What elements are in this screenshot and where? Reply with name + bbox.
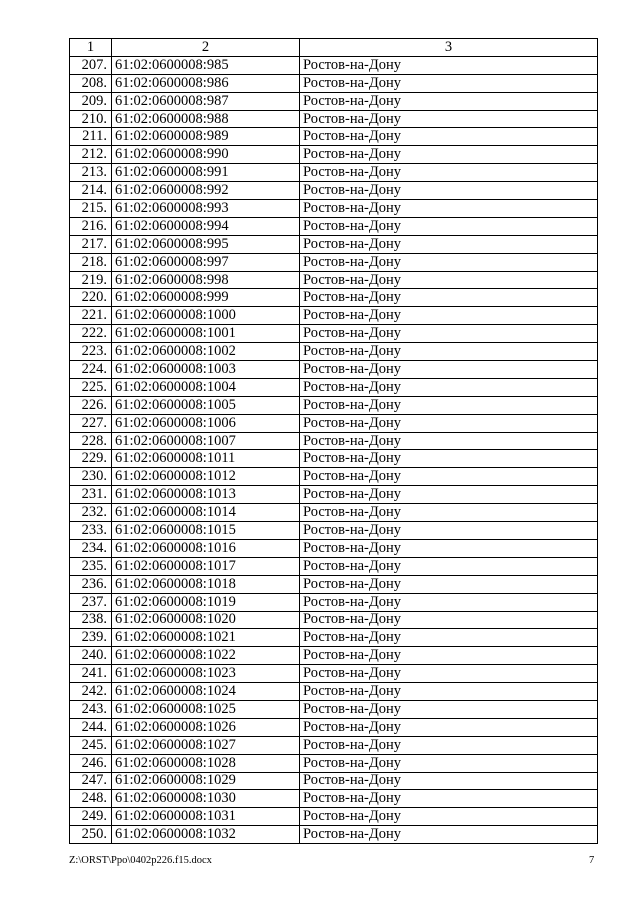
city-name: Ростов-на-Дону bbox=[300, 611, 598, 629]
cadastral-number: 61:02:0600008:1022 bbox=[112, 647, 300, 665]
table-row bbox=[70, 593, 598, 611]
city-name: Ростов-на-Дону bbox=[300, 450, 598, 468]
city-name: Ростов-на-Дону bbox=[300, 307, 598, 325]
row-number: 232. bbox=[70, 504, 112, 522]
cadastral-number: 61:02:0600008:1015 bbox=[112, 522, 300, 540]
row-number: 228. bbox=[70, 432, 112, 450]
cadastral-number: 61:02:0600008:1011 bbox=[112, 450, 300, 468]
city-name: Ростов-на-Дону bbox=[300, 808, 598, 826]
row-number: 210. bbox=[70, 110, 112, 128]
table-row bbox=[70, 361, 598, 379]
table-row bbox=[70, 325, 598, 343]
row-number: 240. bbox=[70, 647, 112, 665]
table-row bbox=[70, 450, 598, 468]
city-name: Ростов-на-Дону bbox=[300, 164, 598, 182]
row-number: 211. bbox=[70, 128, 112, 146]
row-number: 218. bbox=[70, 253, 112, 271]
cadastral-number: 61:02:0600008:1028 bbox=[112, 754, 300, 772]
cadastral-number: 61:02:0600008:1012 bbox=[112, 468, 300, 486]
row-number: 227. bbox=[70, 414, 112, 432]
table-row bbox=[70, 182, 598, 200]
city-name: Ростов-на-Дону bbox=[300, 235, 598, 253]
city-name: Ростов-на-Дону bbox=[300, 683, 598, 701]
table-row bbox=[70, 74, 598, 92]
cadastral-number: 61:02:0600008:1007 bbox=[112, 432, 300, 450]
row-number: 224. bbox=[70, 361, 112, 379]
table-row bbox=[70, 146, 598, 164]
cadastral-number: 61:02:0600008:993 bbox=[112, 200, 300, 218]
page-number: 7 bbox=[589, 855, 595, 866]
city-name: Ростов-на-Дону bbox=[300, 110, 598, 128]
row-number: 244. bbox=[70, 718, 112, 736]
table-row bbox=[70, 217, 598, 235]
table-row bbox=[70, 772, 598, 790]
row-number: 225. bbox=[70, 378, 112, 396]
row-number: 249. bbox=[70, 808, 112, 826]
table-row bbox=[70, 414, 598, 432]
city-name: Ростов-на-Дону bbox=[300, 128, 598, 146]
row-number: 214. bbox=[70, 182, 112, 200]
row-number: 241. bbox=[70, 665, 112, 683]
table-row bbox=[70, 200, 598, 218]
table-row bbox=[70, 343, 598, 361]
column-header-3: 3 bbox=[300, 39, 598, 57]
city-name: Ростов-на-Дону bbox=[300, 182, 598, 200]
row-number: 215. bbox=[70, 200, 112, 218]
cadastral-number: 61:02:0600008:1027 bbox=[112, 736, 300, 754]
cadastral-number: 61:02:0600008:1001 bbox=[112, 325, 300, 343]
cadastral-number: 61:02:0600008:1026 bbox=[112, 718, 300, 736]
city-name: Ростов-на-Дону bbox=[300, 200, 598, 218]
city-name: Ростов-на-Дону bbox=[300, 56, 598, 74]
cadastral-number: 61:02:0600008:991 bbox=[112, 164, 300, 182]
row-number: 226. bbox=[70, 396, 112, 414]
table-row bbox=[70, 647, 598, 665]
cadastral-number: 61:02:0600008:1024 bbox=[112, 683, 300, 701]
cadastral-number: 61:02:0600008:1004 bbox=[112, 378, 300, 396]
cadastral-number: 61:02:0600008:1025 bbox=[112, 700, 300, 718]
city-name: Ростов-на-Дону bbox=[300, 772, 598, 790]
table-header-row bbox=[70, 39, 598, 57]
table-row bbox=[70, 718, 598, 736]
table-row bbox=[70, 683, 598, 701]
cadastral-number: 61:02:0600008:998 bbox=[112, 271, 300, 289]
row-number: 208. bbox=[70, 74, 112, 92]
city-name: Ростов-на-Дону bbox=[300, 343, 598, 361]
cadastral-number: 61:02:0600008:995 bbox=[112, 235, 300, 253]
cadastral-number: 61:02:0600008:1018 bbox=[112, 575, 300, 593]
city-name: Ростов-на-Дону bbox=[300, 378, 598, 396]
row-number: 250. bbox=[70, 826, 112, 844]
city-name: Ростов-на-Дону bbox=[300, 593, 598, 611]
city-name: Ростов-на-Дону bbox=[300, 826, 598, 844]
row-number: 209. bbox=[70, 92, 112, 110]
table-row bbox=[70, 522, 598, 540]
table-row bbox=[70, 289, 598, 307]
cadastral-number: 61:02:0600008:990 bbox=[112, 146, 300, 164]
row-number: 247. bbox=[70, 772, 112, 790]
city-name: Ростов-на-Дону bbox=[300, 146, 598, 164]
cadastral-number: 61:02:0600008:1014 bbox=[112, 504, 300, 522]
table-row bbox=[70, 700, 598, 718]
row-number: 221. bbox=[70, 307, 112, 325]
row-number: 220. bbox=[70, 289, 112, 307]
city-name: Ростов-на-Дону bbox=[300, 629, 598, 647]
city-name: Ростов-на-Дону bbox=[300, 486, 598, 504]
city-name: Ростов-на-Дону bbox=[300, 647, 598, 665]
city-name: Ростов-на-Дону bbox=[300, 790, 598, 808]
city-name: Ростов-на-Дону bbox=[300, 700, 598, 718]
row-number: 229. bbox=[70, 450, 112, 468]
row-number: 234. bbox=[70, 539, 112, 557]
row-number: 212. bbox=[70, 146, 112, 164]
row-number: 230. bbox=[70, 468, 112, 486]
table-row bbox=[70, 557, 598, 575]
table-row bbox=[70, 468, 598, 486]
table-row bbox=[70, 307, 598, 325]
table-row bbox=[70, 253, 598, 271]
row-number: 207. bbox=[70, 56, 112, 74]
cadastral-number: 61:02:0600008:988 bbox=[112, 110, 300, 128]
cadastral-number: 61:02:0600008:1030 bbox=[112, 790, 300, 808]
city-name: Ростов-на-Дону bbox=[300, 522, 598, 540]
footer-file-path: Z:\ORST\Ppo\0402p226.f15.docx bbox=[69, 855, 212, 866]
table-row bbox=[70, 486, 598, 504]
row-number: 242. bbox=[70, 683, 112, 701]
table-row bbox=[70, 164, 598, 182]
city-name: Ростов-на-Дону bbox=[300, 575, 598, 593]
row-number: 246. bbox=[70, 754, 112, 772]
table-row bbox=[70, 629, 598, 647]
city-name: Ростов-на-Дону bbox=[300, 557, 598, 575]
cadastral-number: 61:02:0600008:1017 bbox=[112, 557, 300, 575]
cadastral-number: 61:02:0600008:1032 bbox=[112, 826, 300, 844]
city-name: Ростов-на-Дону bbox=[300, 754, 598, 772]
city-name: Ростов-на-Дону bbox=[300, 539, 598, 557]
city-name: Ростов-на-Дону bbox=[300, 396, 598, 414]
city-name: Ростов-на-Дону bbox=[300, 414, 598, 432]
city-name: Ростов-на-Дону bbox=[300, 217, 598, 235]
cadastral-number: 61:02:0600008:1020 bbox=[112, 611, 300, 629]
table-body bbox=[70, 56, 598, 843]
cadastral-number: 61:02:0600008:1021 bbox=[112, 629, 300, 647]
city-name: Ростов-на-Дону bbox=[300, 271, 598, 289]
table-row bbox=[70, 92, 598, 110]
table-row bbox=[70, 808, 598, 826]
city-name: Ростов-на-Дону bbox=[300, 468, 598, 486]
row-number: 216. bbox=[70, 217, 112, 235]
city-name: Ростов-на-Дону bbox=[300, 74, 598, 92]
table-row bbox=[70, 504, 598, 522]
row-number: 217. bbox=[70, 235, 112, 253]
city-name: Ростов-на-Дону bbox=[300, 289, 598, 307]
table-row bbox=[70, 396, 598, 414]
cadastral-number: 61:02:0600008:1031 bbox=[112, 808, 300, 826]
table-row bbox=[70, 432, 598, 450]
table-row bbox=[70, 539, 598, 557]
cadastral-number: 61:02:0600008:1002 bbox=[112, 343, 300, 361]
row-number: 239. bbox=[70, 629, 112, 647]
row-number: 243. bbox=[70, 700, 112, 718]
row-number: 248. bbox=[70, 790, 112, 808]
row-number: 238. bbox=[70, 611, 112, 629]
city-name: Ростов-на-Дону bbox=[300, 665, 598, 683]
table-row bbox=[70, 575, 598, 593]
row-number: 233. bbox=[70, 522, 112, 540]
cadastral-number: 61:02:0600008:985 bbox=[112, 56, 300, 74]
cadastral-table bbox=[69, 38, 598, 844]
row-number: 219. bbox=[70, 271, 112, 289]
cadastral-number: 61:02:0600008:1006 bbox=[112, 414, 300, 432]
city-name: Ростов-на-Дону bbox=[300, 253, 598, 271]
cadastral-number: 61:02:0600008:1005 bbox=[112, 396, 300, 414]
cadastral-number: 61:02:0600008:1029 bbox=[112, 772, 300, 790]
cadastral-number: 61:02:0600008:997 bbox=[112, 253, 300, 271]
table-row bbox=[70, 790, 598, 808]
row-number: 231. bbox=[70, 486, 112, 504]
city-name: Ростов-на-Дону bbox=[300, 432, 598, 450]
column-header-2: 2 bbox=[112, 39, 300, 57]
row-number: 245. bbox=[70, 736, 112, 754]
row-number: 213. bbox=[70, 164, 112, 182]
row-number: 222. bbox=[70, 325, 112, 343]
table-row bbox=[70, 611, 598, 629]
table-row bbox=[70, 754, 598, 772]
cadastral-number: 61:02:0600008:992 bbox=[112, 182, 300, 200]
table-row bbox=[70, 128, 598, 146]
table-row bbox=[70, 378, 598, 396]
row-number: 223. bbox=[70, 343, 112, 361]
table-row bbox=[70, 271, 598, 289]
cadastral-number: 61:02:0600008:994 bbox=[112, 217, 300, 235]
table-row bbox=[70, 736, 598, 754]
city-name: Ростов-на-Дону bbox=[300, 325, 598, 343]
table-row bbox=[70, 235, 598, 253]
cadastral-number: 61:02:0600008:986 bbox=[112, 74, 300, 92]
cadastral-number: 61:02:0600008:999 bbox=[112, 289, 300, 307]
cadastral-number: 61:02:0600008:987 bbox=[112, 92, 300, 110]
city-name: Ростов-на-Дону bbox=[300, 718, 598, 736]
cadastral-number: 61:02:0600008:1000 bbox=[112, 307, 300, 325]
city-name: Ростов-на-Дону bbox=[300, 504, 598, 522]
table-row bbox=[70, 56, 598, 74]
table-row bbox=[70, 826, 598, 844]
row-number: 236. bbox=[70, 575, 112, 593]
table-row bbox=[70, 110, 598, 128]
cadastral-number: 61:02:0600008:1003 bbox=[112, 361, 300, 379]
column-header-1: 1 bbox=[70, 39, 112, 57]
cadastral-number: 61:02:0600008:1013 bbox=[112, 486, 300, 504]
cadastral-number: 61:02:0600008:989 bbox=[112, 128, 300, 146]
row-number: 235. bbox=[70, 557, 112, 575]
cadastral-number: 61:02:0600008:1016 bbox=[112, 539, 300, 557]
cadastral-number: 61:02:0600008:1019 bbox=[112, 593, 300, 611]
table-row bbox=[70, 665, 598, 683]
city-name: Ростов-на-Дону bbox=[300, 361, 598, 379]
city-name: Ростов-на-Дону bbox=[300, 92, 598, 110]
city-name: Ростов-на-Дону bbox=[300, 736, 598, 754]
row-number: 237. bbox=[70, 593, 112, 611]
cadastral-number: 61:02:0600008:1023 bbox=[112, 665, 300, 683]
